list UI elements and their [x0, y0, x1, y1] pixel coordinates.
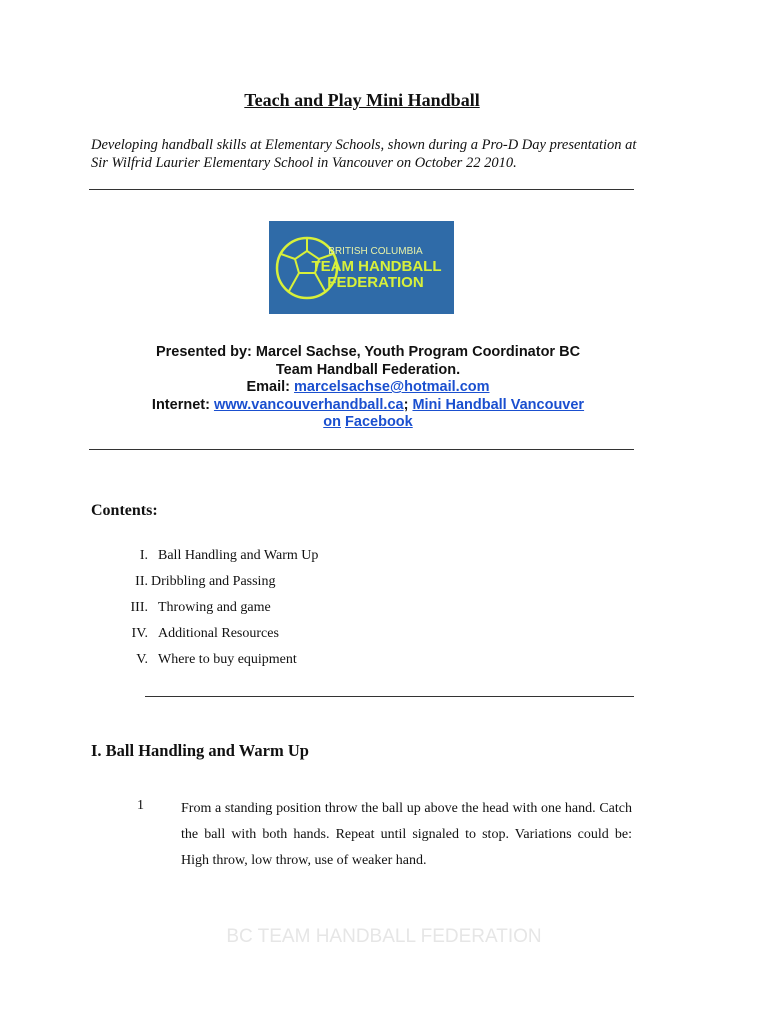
divider [145, 696, 634, 697]
email-link[interactable]: marcelsachse@hotmail.com [294, 379, 490, 395]
item-number: 1 [137, 798, 144, 813]
logo-line-2: TEAM HANDBALL [311, 258, 442, 275]
divider [89, 189, 634, 190]
internet-row [88, 397, 648, 415]
toc-label: Throwing and game [158, 600, 271, 615]
footer-watermark: BC TEAM HANDBALL FEDERATION [226, 926, 542, 947]
document-subtitle: Developing handball skills at Elementary Schools, shown during a Pro-D Day presentation at Sir Wilfrid Laurier Elementary School in Vancouver on October 22 2010. [91, 137, 637, 171]
section-heading: I. Ball Handling and Warm Up [91, 741, 309, 760]
presenter-line-1: Presented by: Marcel Sachse, Youth Program Coordinator BC [155, 344, 581, 360]
email-label: Email: [246, 379, 295, 395]
divider [89, 449, 634, 450]
facebook-row [88, 414, 648, 432]
presenter-block [88, 344, 648, 432]
mini-handball-link[interactable]: Mini Handball Vancouver [412, 396, 585, 413]
toc-label: Ball Handling and Warm Up [158, 548, 319, 563]
item-text: From a standing position throw the ball up above the head with one hand. Catch the ball with both hands. Repeat until signaled to stop. Variations could be: High throw, low throw, use of weaker hand. [181, 801, 632, 868]
internet-label: Internet: [151, 396, 214, 413]
presenter-line-2: Team Handball Federation. [275, 361, 461, 378]
email-row [88, 379, 648, 397]
toc-label: Additional Resources [158, 626, 279, 641]
link-separator: ; [403, 396, 413, 413]
logo-line-1: BRITISH COLUMBIA [328, 246, 423, 257]
website-link[interactable]: www.vancouverhandball.ca [213, 396, 404, 413]
toc-number: II. [135, 574, 148, 589]
toc-number: III. [130, 600, 148, 615]
facebook-link[interactable]: Facebook [345, 414, 413, 430]
contents-heading: Contents: [91, 502, 158, 519]
toc-number: V. [136, 652, 148, 667]
toc-number: I. [139, 548, 148, 563]
federation-logo [269, 221, 454, 314]
logo-line-3: FEDERATION [327, 274, 424, 291]
on-link[interactable]: on [323, 414, 341, 430]
toc-label: Dribbling and Passing [151, 574, 276, 589]
document-title: Teach and Play Mini Handball [244, 90, 480, 110]
toc-label: Where to buy equipment [158, 652, 297, 667]
toc-number: IV. [131, 626, 148, 641]
